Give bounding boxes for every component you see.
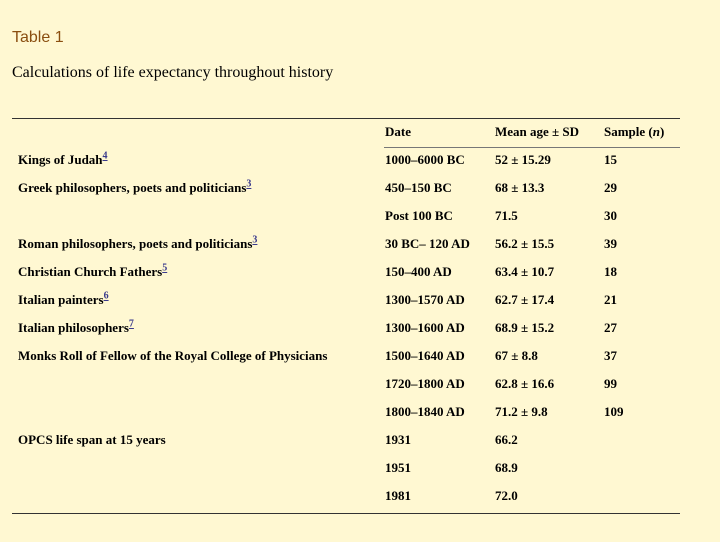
- row-name: [18, 264, 167, 280]
- row-sample: 27: [604, 320, 617, 335]
- row-date: Post 100 BC: [385, 208, 453, 223]
- row-sample: 37: [604, 348, 617, 363]
- row-sample: 30: [604, 208, 617, 223]
- row-name: [18, 348, 327, 364]
- table-row: [0, 404, 720, 424]
- table-row: [0, 264, 720, 284]
- row-name-text: Italian philosophers: [18, 320, 129, 335]
- row-mean-age: 63.4 ± 10.7: [495, 264, 555, 279]
- table-row: [0, 460, 720, 480]
- row-name-text: Christian Church Fathers: [18, 264, 163, 279]
- row-name: [18, 320, 134, 336]
- table-top-rule: [12, 118, 680, 119]
- row-mean-age: 68.9: [495, 460, 518, 475]
- row-mean-age: 72.0: [495, 488, 518, 503]
- row-name-text: OPCS life span at 15 years: [18, 432, 166, 447]
- row-name-text: Greek philosophers, poets and politicians: [18, 180, 247, 195]
- row-name: [18, 292, 109, 308]
- row-date: 1000–6000 BC: [385, 152, 465, 167]
- table-row: [0, 348, 720, 368]
- table-label: Table 1: [12, 29, 64, 46]
- row-sample: 109: [604, 404, 624, 419]
- row-name: [18, 152, 108, 168]
- table-row: [0, 320, 720, 340]
- row-mean-age: 67 ± 8.8: [495, 348, 538, 363]
- table-row: [0, 208, 720, 228]
- reference-link[interactable]: 3: [246, 178, 252, 190]
- header-mean-age: Mean age ± SD: [495, 124, 580, 139]
- reference-link[interactable]: 5: [162, 262, 168, 274]
- table-row: [0, 152, 720, 172]
- row-date: 1500–1640 AD: [385, 348, 465, 363]
- row-name-text: Kings of Judah: [18, 152, 103, 167]
- row-date: 1800–1840 AD: [385, 404, 465, 419]
- table-bottom-rule: [12, 513, 680, 514]
- header-rule: [384, 147, 680, 148]
- row-date: 1951: [385, 460, 411, 475]
- row-mean-age: 68.9 ± 15.2: [495, 320, 555, 335]
- header-sample-n: n: [652, 124, 660, 139]
- table-row: [0, 376, 720, 396]
- table-row: [0, 432, 720, 452]
- row-sample: 99: [604, 376, 617, 391]
- row-mean-age: 71.5: [495, 208, 518, 223]
- reference-link[interactable]: 6: [103, 290, 109, 302]
- row-sample: 39: [604, 236, 617, 251]
- row-mean-age: 66.2: [495, 432, 518, 447]
- row-sample: 18: [604, 264, 617, 279]
- row-mean-age: 68 ± 13.3: [495, 180, 545, 195]
- row-name-text: Monks Roll of Fellow of the Royal College of Physicians: [18, 348, 328, 363]
- row-date: 1300–1600 AD: [385, 320, 465, 335]
- row-date: 450–150 BC: [385, 180, 452, 195]
- row-sample: 15: [604, 152, 617, 167]
- row-sample: 21: [604, 292, 617, 307]
- row-name: [18, 432, 166, 448]
- row-mean-age: 62.7 ± 17.4: [495, 292, 555, 307]
- header-sample: [604, 124, 664, 140]
- row-date: 1720–1800 AD: [385, 376, 465, 391]
- row-date: 150–400 AD: [385, 264, 452, 279]
- row-mean-age: 56.2 ± 15.5: [495, 236, 555, 251]
- row-sample: 29: [604, 180, 617, 195]
- reference-link[interactable]: 4: [102, 150, 108, 162]
- row-name-text: Roman philosophers, poets and politicians: [18, 236, 253, 251]
- row-mean-age: 71.2 ± 9.8: [495, 404, 548, 419]
- table-row: [0, 292, 720, 312]
- row-name: [18, 236, 257, 252]
- header-date: Date: [385, 124, 411, 139]
- row-date: 1981: [385, 488, 411, 503]
- row-name: [18, 180, 251, 196]
- table-row: [0, 236, 720, 256]
- header-sample-prefix: Sample (: [604, 124, 653, 139]
- reference-link[interactable]: 7: [128, 318, 134, 330]
- table-row: [0, 488, 720, 508]
- reference-link[interactable]: 3: [252, 234, 258, 246]
- table-row: [0, 180, 720, 200]
- row-name-text: Italian painters: [18, 292, 104, 307]
- row-date: 1300–1570 AD: [385, 292, 465, 307]
- row-date: 1931: [385, 432, 411, 447]
- table-header-row: [0, 124, 720, 144]
- header-sample-suffix: ): [659, 124, 665, 139]
- row-mean-age: 52 ± 15.29: [495, 152, 551, 167]
- table-caption: Calculations of life expectancy throughout history: [12, 64, 334, 81]
- row-date: 30 BC– 120 AD: [385, 236, 470, 251]
- row-mean-age: 62.8 ± 16.6: [495, 376, 555, 391]
